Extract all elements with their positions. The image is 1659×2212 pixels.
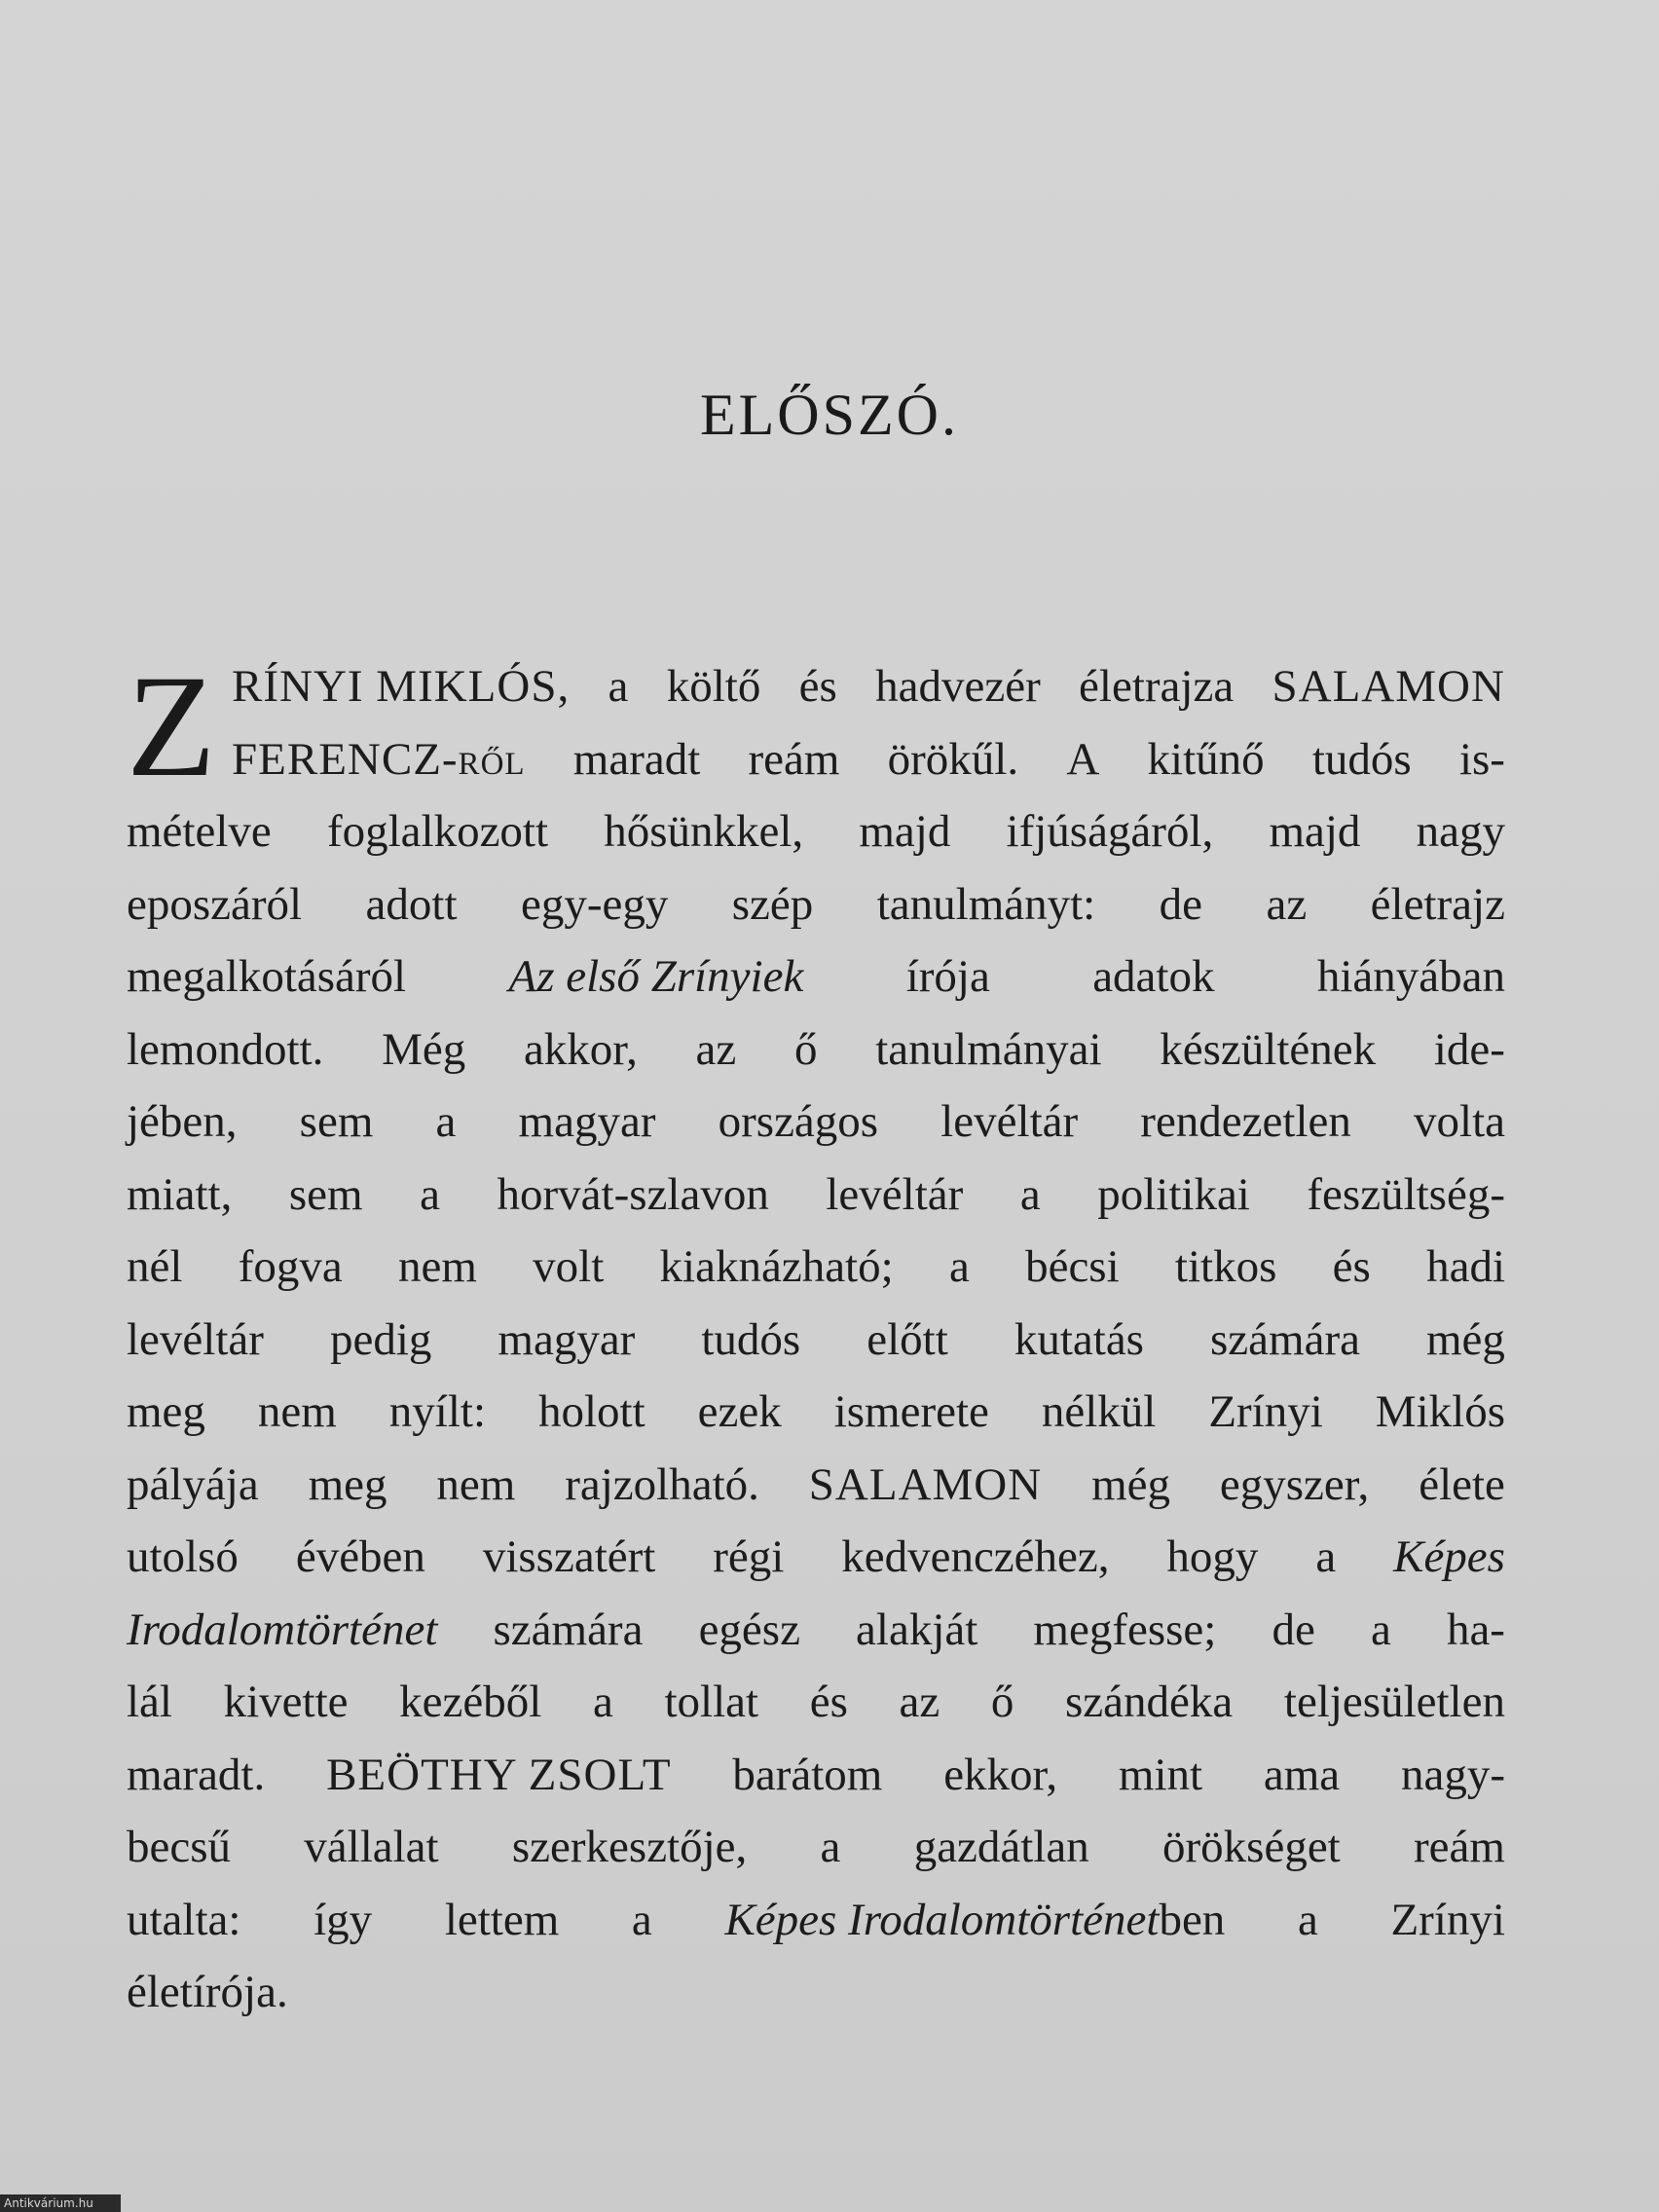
word: nagy- [1400, 1749, 1505, 1800]
word: sem [288, 1168, 363, 1220]
word: mint [1118, 1749, 1203, 1800]
word: egyszer, [1219, 1458, 1370, 1510]
word: kitűnő [1147, 733, 1265, 785]
word: ide- [1433, 1023, 1505, 1075]
text-line [127, 1594, 1505, 1667]
word: nem [436, 1458, 516, 1510]
word: Még [382, 1023, 466, 1075]
text-line [127, 1014, 1505, 1087]
word: meg [308, 1458, 387, 1510]
word: ő [794, 1023, 818, 1075]
word: számára [493, 1604, 644, 1655]
word: Az első Zrínyiek [508, 951, 804, 1002]
word: eposzáról [127, 878, 303, 930]
word: megalkotásáról [127, 951, 407, 1002]
word: nem [257, 1386, 337, 1437]
word: lál [127, 1677, 172, 1727]
word: a [1019, 1168, 1041, 1220]
word: készültének [1160, 1023, 1377, 1075]
word: utalta: [127, 1894, 241, 1945]
word: hadvezér [875, 661, 1041, 712]
word: Irodalomtörténet [127, 1604, 438, 1655]
word: feszültség- [1307, 1168, 1505, 1220]
word: de [1272, 1604, 1315, 1655]
word: alakját [856, 1604, 978, 1655]
word: adatok [1092, 951, 1215, 1002]
word: a [631, 1894, 652, 1945]
word: foglalkozott [326, 806, 549, 857]
word: a [1370, 1604, 1391, 1655]
word: becsű [127, 1822, 232, 1872]
text-lines [127, 645, 1505, 2029]
word: ezek [697, 1386, 782, 1437]
word: szándéka [1065, 1677, 1234, 1727]
word: örökséget [1162, 1822, 1341, 1872]
word: magyar [518, 1096, 656, 1147]
text-line [127, 1739, 1505, 1812]
word: tanulmányai [875, 1023, 1102, 1075]
word: lemondott. [127, 1023, 324, 1075]
word: örökűl. [887, 733, 1019, 785]
word: életrajza [1079, 661, 1235, 712]
word: megfesse; [1033, 1604, 1217, 1655]
word: előtt [866, 1313, 948, 1365]
word: hadi [1426, 1241, 1505, 1292]
word: a [1315, 1531, 1337, 1582]
word: sem [299, 1096, 374, 1147]
text-line [127, 1376, 1505, 1449]
word: ismerete [833, 1386, 989, 1437]
word: nagy [1416, 806, 1505, 857]
word: SALAMON [808, 1458, 1043, 1510]
text-line [127, 1086, 1505, 1159]
word: vállalat [304, 1822, 439, 1872]
word: ha- [1446, 1604, 1505, 1655]
word: majd [1269, 806, 1361, 857]
word: de [1159, 878, 1203, 930]
word: maradt [572, 733, 701, 785]
word: kezéből [399, 1677, 542, 1727]
word: a [1297, 1894, 1318, 1945]
word: volt [533, 1241, 605, 1292]
word: ama [1263, 1749, 1341, 1800]
text-line [127, 795, 1505, 868]
text-line [127, 1956, 1505, 2029]
word: életírója. [127, 1967, 288, 2017]
word: Képes [1393, 1531, 1505, 1582]
word: SALAMON [1272, 661, 1505, 712]
word: pedig [329, 1313, 432, 1365]
word: reám [748, 733, 840, 785]
word: meg [127, 1386, 205, 1437]
word: maradt. [127, 1749, 266, 1800]
word: mételve [127, 806, 272, 857]
word: ekkor, [943, 1749, 1058, 1800]
word: és [1332, 1241, 1371, 1292]
word: kivette [223, 1677, 349, 1727]
text-line [127, 868, 1505, 941]
word: kedvenczéhez, [841, 1531, 1110, 1582]
word: visszatért [482, 1531, 656, 1582]
word: a [608, 661, 629, 712]
word: költő [666, 661, 761, 712]
word: hiányában [1316, 951, 1505, 1002]
word: bécsi [1025, 1241, 1120, 1292]
text-line [127, 1884, 1505, 1957]
word: a [435, 1096, 457, 1147]
word: fogva [238, 1241, 343, 1292]
word: jében, [127, 1096, 238, 1147]
word: barátom [732, 1749, 883, 1800]
word: a [948, 1241, 970, 1292]
word: egy-egy [520, 878, 669, 930]
word: rajzolható. [565, 1458, 759, 1510]
text-line [127, 1666, 1505, 1739]
word: politikai [1097, 1168, 1250, 1220]
word: országos [718, 1096, 879, 1147]
text-line [127, 1449, 1505, 1522]
text-line [127, 1811, 1505, 1884]
word: horvát-szlavon [497, 1168, 769, 1220]
word: kutatás [1014, 1313, 1144, 1365]
word: lettem [444, 1894, 560, 1945]
word: Zrínyi [1208, 1386, 1323, 1437]
word: Képes Irodalomtörténetben [724, 1894, 1226, 1945]
word: A [1066, 733, 1100, 785]
word: BEÖTHY ZSOLT [326, 1749, 672, 1800]
word: titkos [1174, 1241, 1277, 1292]
page-title: ELŐSZÓ. [700, 383, 959, 447]
word: nem [397, 1241, 477, 1292]
word: RÍNYI MIKLÓS, [232, 661, 571, 712]
text-line [127, 1521, 1505, 1594]
word: volta [1414, 1096, 1505, 1147]
watermark-label: Antikvárium.hu [0, 2194, 121, 2212]
word: ő [990, 1677, 1014, 1727]
word: nélkül [1041, 1386, 1157, 1437]
word: tollat [664, 1677, 759, 1727]
word: pályája [127, 1458, 259, 1510]
word: ifjúságáról, [1006, 806, 1214, 857]
word: és [809, 1677, 848, 1727]
word: életrajz [1370, 878, 1505, 930]
word: a [820, 1822, 841, 1872]
word: is- [1458, 733, 1505, 785]
word: egész [698, 1604, 800, 1655]
word: akkor, [523, 1023, 638, 1075]
word: gazdátlan [913, 1822, 1089, 1872]
word: évében [295, 1531, 425, 1582]
word: az [1266, 878, 1308, 930]
word: az [899, 1677, 940, 1727]
word: teljesületlen [1283, 1677, 1505, 1727]
word: reám [1414, 1822, 1505, 1872]
word: majd [859, 806, 951, 857]
word: Miklós [1375, 1386, 1505, 1437]
word: tudós [701, 1313, 801, 1365]
word: levéltár [127, 1313, 264, 1365]
drop-cap: Z [127, 645, 216, 807]
word: nél [127, 1241, 183, 1292]
text-line [127, 723, 1505, 796]
word: még [1091, 1458, 1171, 1510]
word: nyílt: [388, 1386, 487, 1437]
word: magyar [498, 1313, 636, 1365]
word: adott [365, 878, 458, 930]
word: tanulmányt: [876, 878, 1096, 930]
word: számára [1210, 1313, 1360, 1365]
word: utolsó [127, 1531, 239, 1582]
text-line [127, 1231, 1505, 1304]
text-line [127, 1159, 1505, 1232]
word: kiaknázható; [659, 1241, 894, 1292]
text-line [127, 1304, 1505, 1377]
word: a [420, 1168, 440, 1220]
word: régi [713, 1531, 785, 1582]
word: így [313, 1894, 373, 1945]
word: még [1426, 1313, 1505, 1365]
text-line [127, 940, 1505, 1014]
word: és [798, 661, 837, 712]
word: tudós [1311, 733, 1412, 785]
word: holott [537, 1386, 645, 1437]
word: az [695, 1023, 737, 1075]
word: levéltár [826, 1168, 964, 1220]
word: Zrínyi [1390, 1894, 1505, 1945]
word: levéltár [940, 1096, 1079, 1147]
word: élete [1419, 1458, 1505, 1510]
word: rendezetlen [1140, 1096, 1351, 1147]
preface-body [127, 645, 1505, 2029]
word: FERENCZ-ről [232, 733, 526, 785]
word: hogy [1166, 1531, 1259, 1582]
word: hősünkkel, [604, 806, 804, 857]
word: írója [905, 951, 990, 1002]
text-line [127, 650, 1505, 723]
word: a [592, 1677, 613, 1727]
word: szép [731, 878, 814, 930]
word: szerkesztője, [511, 1822, 748, 1872]
word: miatt, [127, 1168, 233, 1220]
